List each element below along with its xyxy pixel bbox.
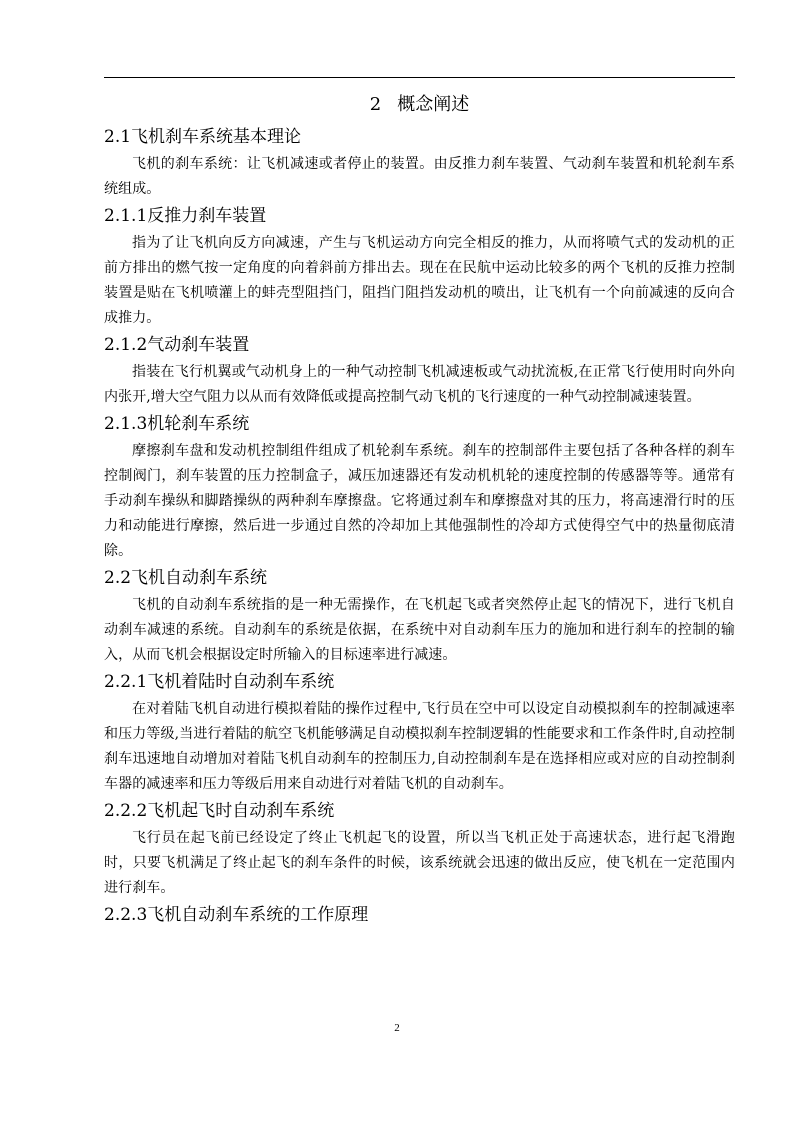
section-heading-2-1-3 <box>104 410 735 439</box>
section-title: 飞机刹车系统基本理论 <box>131 127 302 147</box>
section-heading-2-1-2 <box>104 331 735 360</box>
section-heading-2-1 <box>104 123 735 152</box>
section-heading-2-2-1 <box>104 668 735 697</box>
section-paragraph-2-2-1: 在对着陆飞机自动进行模拟着陆的操作过程中,飞行员在空中可以设定自动模拟刹车的控制减速率和压力等级,当进行着陆的航空飞机能够满足自动模拟刹车控制逻辑的性能要求和工作条件时,自动控制刹车迅速地自动增加对着陆飞机自动刹车的控制压力,自动控制刹车是在选择相应或对应的自动控制刹车器的减速率和压力等级后用来自动进行对着陆飞机的自动刹车。 <box>104 701 735 792</box>
section-number: 2.2.2 <box>104 801 148 821</box>
chapter-title-text: 概念阐述 <box>397 94 470 115</box>
section-title: 气动刹车装置 <box>147 335 250 355</box>
section-paragraph-2-1-1: 指为了让飞机向反方向减速，产生与飞机运动方向完全相反的推力，从而将喷气式的发动机的正前方排出的燃气按一定角度的向着斜前方排出去。现在在民航中运动比较多的两个飞机的反推力控制装置是贴在飞机喷灌上的蚌壳型阻挡门，阻挡门阻挡发动机的喷出，让飞机有一个向前减速的反向合成推力。 <box>104 235 735 326</box>
section-number: 2.2.3 <box>104 905 148 925</box>
section-title: 飞机自动刹车系统 <box>131 568 268 588</box>
section-heading-2-2 <box>104 564 735 593</box>
section-number: 2.1.2 <box>104 335 148 355</box>
section-title: 飞机自动刹车系统的工作原理 <box>147 905 369 925</box>
section-title: 飞机着陆时自动刹车系统 <box>147 672 335 692</box>
section-heading-2-1-1 <box>104 202 735 231</box>
section-title: 反推力刹车装置 <box>147 206 267 226</box>
section-number: 2.2 <box>104 568 132 588</box>
section-number: 2.1.1 <box>104 206 148 226</box>
page-number: 2 <box>394 1022 400 1034</box>
section-heading-2-2-3 <box>104 901 735 930</box>
section-number: 2.2.1 <box>104 672 148 692</box>
section-heading-2-2-2 <box>104 797 735 826</box>
section-paragraph-2-1-2: 指装在飞行机翼或气动机身上的一种气动控制飞机减速板或气动扰流板,在正常飞行使用时向外向内张开,增大空气阻力以从而有效降低或提高控制气动飞机的飞行速度的一种气动控制减速装置。 <box>104 364 735 405</box>
section-paragraph-2-2: 飞机的自动刹车系统指的是一种无需操作，在飞机起飞或者突然停止起飞的情况下，进行飞机自动刹车减速的系统。自动刹车的系统是依据，在系统中对自动刹车压力的施加和进行刹车的控制的输入，从而飞机会根据设定时所输入的目标速率进行减速。 <box>104 597 735 663</box>
page-content <box>104 90 735 930</box>
section-title: 飞机起飞时自动刹车系统 <box>147 801 335 821</box>
section-title: 机轮刹车系统 <box>147 414 250 434</box>
header-rule <box>104 77 735 78</box>
section-number: 2.1 <box>104 127 132 147</box>
chapter-number: 2 <box>369 94 382 115</box>
section-number: 2.1.3 <box>104 414 148 434</box>
section-paragraph-2-1: 飞机的刹车系统：让飞机减速或者停止的装置。由反推力刹车装置、气动刹车装置和机轮刹车系统组成。 <box>104 156 735 197</box>
section-paragraph-2-2-2: 飞行员在起飞前已经设定了终止飞机起飞的设置，所以当飞机正处于高速状态，进行起飞滑跑时，只要飞机满足了终止起飞的刹车条件的时候，该系统就会迅速的做出反应，使飞机在一定范围内进行刹车。 <box>104 830 735 896</box>
chapter-title <box>104 90 735 120</box>
section-paragraph-2-1-3: 摩擦刹车盘和发动机控制组件组成了机轮刹车系统。刹车的控制部件主要包括了各种各样的刹车控制阀门，刹车装置的压力控制盒子，减压加速器还有发动机机轮的速度控制的传感器等等。通常有手动刹车操纵和脚踏操纵的两种刹车摩擦盘。它将通过刹车和摩擦盘对其的压力，将高速滑行时的压力和动能进行摩擦，然后进一步通过自然的冷却加上其他强制性的冷却方式使得空气中的热量彻底清除。 <box>104 443 735 559</box>
